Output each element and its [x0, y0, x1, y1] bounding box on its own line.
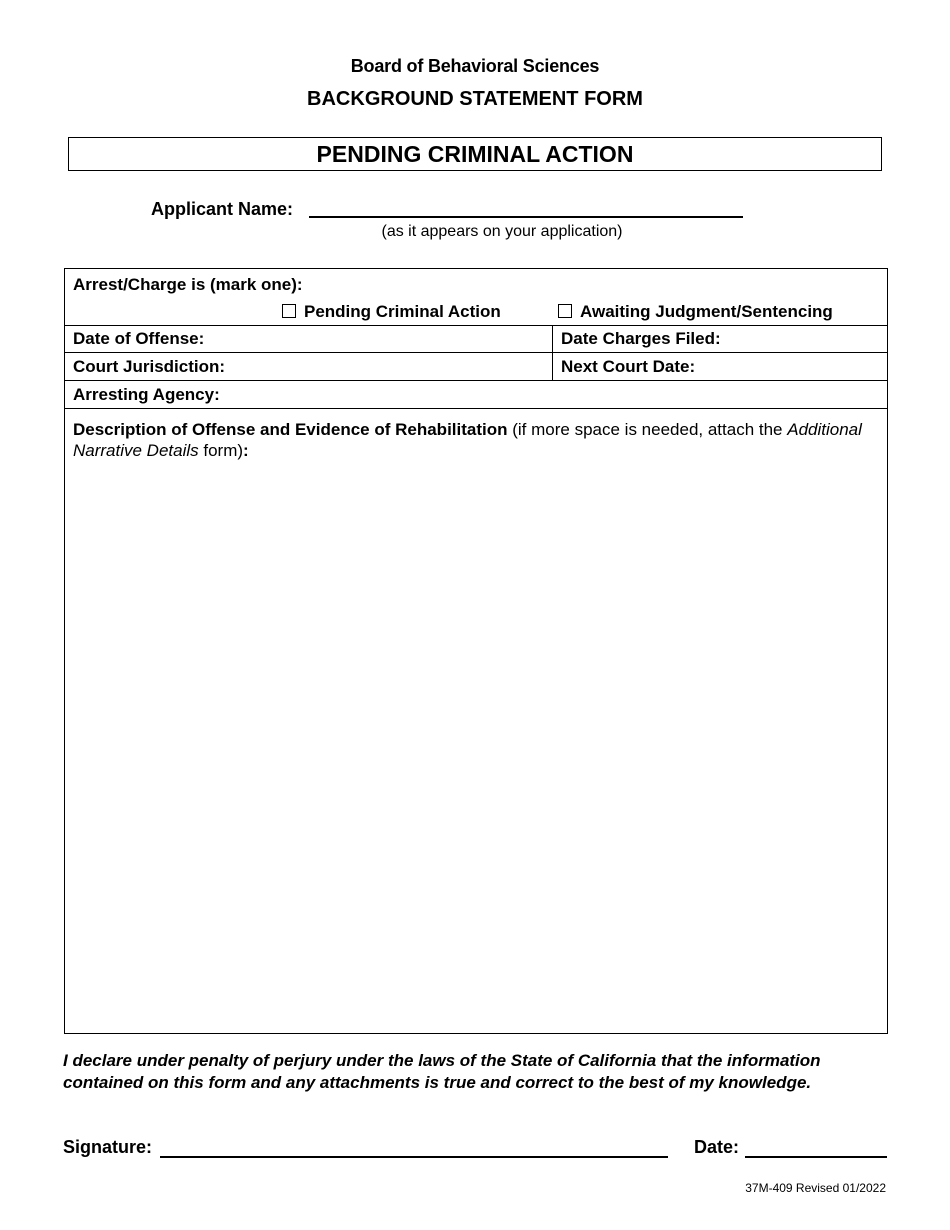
arresting-agency-row	[65, 381, 887, 409]
applicant-name-field[interactable]	[309, 216, 743, 218]
perjury-declaration: I declare under penalty of perjury under the laws of the State of California that the information contained on this form and any attachments is true and correct to the best of my knowledge.	[63, 1051, 821, 1092]
next-court-date-label[interactable]: Next Court Date:	[561, 357, 696, 376]
date-of-offense-label[interactable]: Date of Offense:	[73, 329, 205, 348]
description-note: (if more space is needed, attach the	[507, 420, 788, 439]
form-number: 37M-409 Revised 01/2022	[745, 1181, 886, 1195]
court-jurisdiction-label[interactable]: Court Jurisdiction:	[73, 357, 226, 376]
court-row	[65, 353, 887, 381]
description-area[interactable]	[73, 419, 873, 461]
form-title: BACKGROUND STATEMENT FORM	[307, 88, 643, 110]
awaiting-judgment-option[interactable]	[558, 302, 833, 322]
offense-date-row	[65, 325, 887, 353]
arrest-charge-row	[65, 269, 887, 326]
date-label: Date:	[694, 1137, 740, 1157]
awaiting-judgment-label: Awaiting Judgment/Sentencing	[580, 302, 833, 321]
description-colon: :	[243, 441, 249, 460]
signature-label: Signature:	[63, 1137, 153, 1157]
date-field[interactable]	[745, 1156, 887, 1158]
details-table	[64, 268, 888, 1034]
narrative-form-name: Additional Narrative Details	[73, 420, 862, 460]
checkbox-icon[interactable]	[558, 304, 572, 318]
arresting-agency-label[interactable]: Arresting Agency:	[73, 385, 220, 404]
arrest-charge-label: Arrest/Charge is (mark one):	[73, 275, 303, 294]
section-title-banner: PENDING CRIMINAL ACTION	[68, 137, 882, 171]
applicant-name-label: Applicant Name:	[151, 199, 294, 219]
description-note-tail: form)	[198, 441, 244, 460]
column-divider	[552, 325, 553, 381]
signature-field[interactable]	[160, 1156, 668, 1158]
applicant-name-hint: (as it appears on your application)	[381, 223, 623, 240]
description-heading: Description of Offense and Evidence of Rehabilitation	[73, 420, 508, 439]
agency-name: Board of Behavioral Sciences	[350, 56, 600, 76]
pending-criminal-action-option[interactable]	[282, 302, 501, 322]
date-charges-filed-label[interactable]: Date Charges Filed:	[561, 329, 721, 348]
pending-criminal-action-label: Pending Criminal Action	[304, 302, 501, 321]
checkbox-icon[interactable]	[282, 304, 296, 318]
